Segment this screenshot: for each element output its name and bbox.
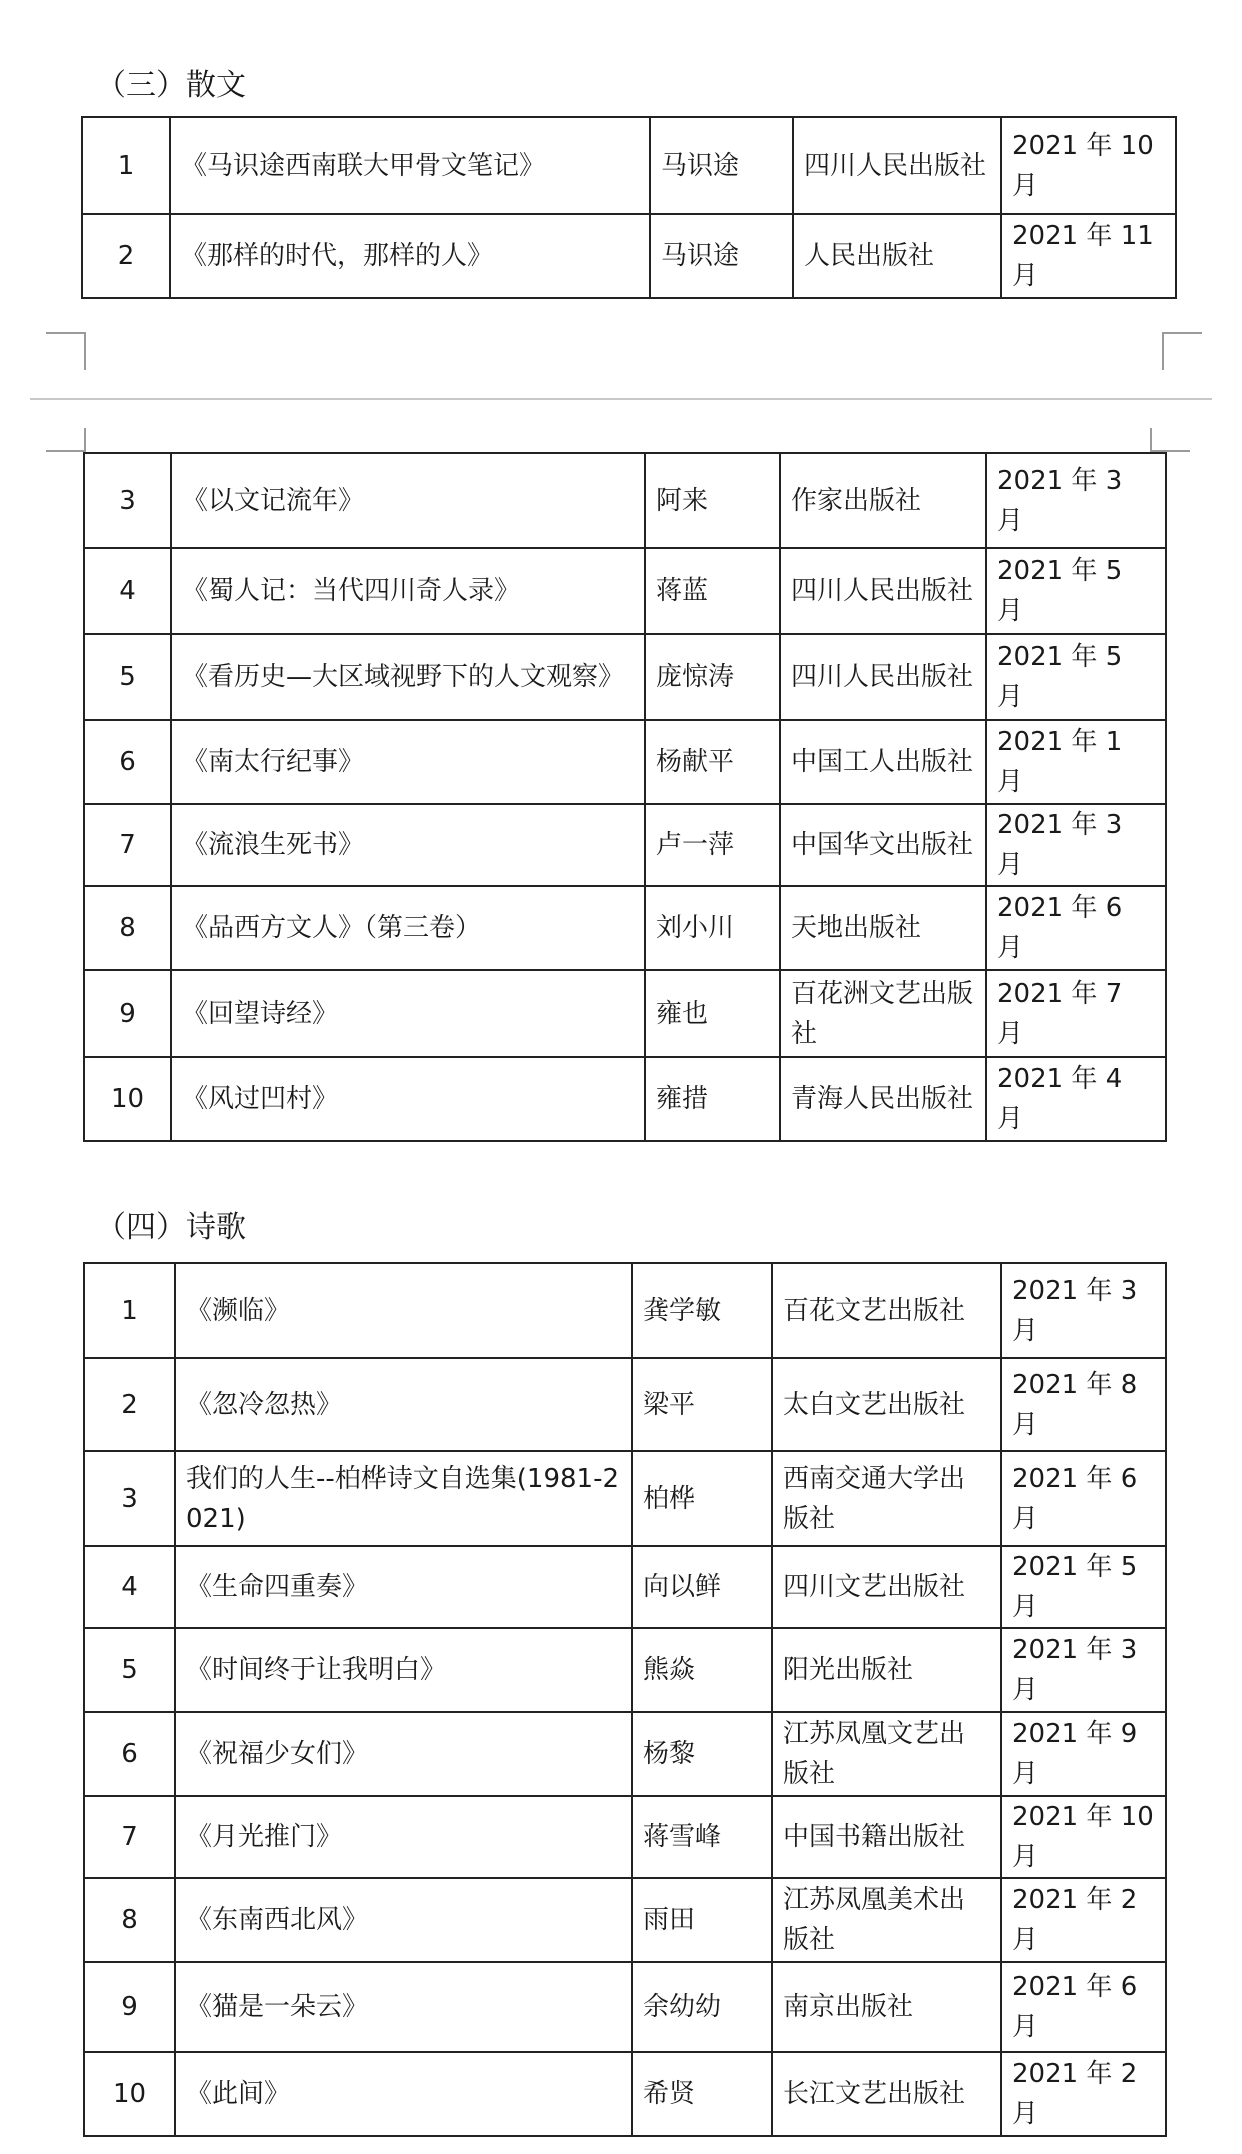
row-number: 1 (82, 117, 170, 214)
book-title: 《风过凹村》 (171, 1057, 645, 1141)
publish-date: 2021 年 2 月 (1001, 1878, 1166, 1962)
table-row (84, 1451, 1166, 1546)
page-corner-mark (1162, 332, 1202, 370)
book-publisher: 江苏凤凰文艺出版社 (772, 1712, 1001, 1796)
book-publisher: 四川人民出版社 (780, 634, 986, 720)
book-author: 蒋蓝 (645, 548, 780, 634)
book-publisher: 中国书籍出版社 (772, 1796, 1001, 1878)
table-row (84, 1712, 1166, 1796)
book-author: 熊焱 (632, 1628, 772, 1712)
row-number: 8 (84, 1878, 175, 1962)
poetry-table (83, 1262, 1167, 2137)
row-number: 10 (84, 2052, 175, 2136)
table-row (84, 1263, 1166, 1358)
publish-date: 2021 年 3 月 (1001, 1263, 1166, 1358)
publish-date: 2021 年 7 月 (986, 970, 1166, 1057)
publish-date: 2021 年 6 月 (986, 886, 1166, 970)
table-row (84, 1057, 1166, 1141)
book-title: 《忽冷忽热》 (175, 1358, 632, 1451)
book-title: 《祝福少女们》 (175, 1712, 632, 1796)
row-number: 6 (84, 1712, 175, 1796)
book-author: 阿来 (645, 453, 780, 548)
book-author: 雍也 (645, 970, 780, 1057)
book-publisher: 南京出版社 (772, 1962, 1001, 2052)
publish-date: 2021 年 3 月 (986, 804, 1166, 886)
book-author: 蒋雪峰 (632, 1796, 772, 1878)
book-publisher: 人民出版社 (793, 214, 1001, 298)
table-row (84, 453, 1166, 548)
publish-date: 2021 年 6 月 (1001, 1451, 1166, 1546)
publish-date: 2021 年 11 月 (1001, 214, 1176, 298)
book-author: 杨黎 (632, 1712, 772, 1796)
book-title: 《濒临》 (175, 1263, 632, 1358)
page-break-line (30, 398, 1212, 400)
book-author: 雨田 (632, 1878, 772, 1962)
book-title: 我们的人生--柏桦诗文自选集(1981-2021) (175, 1451, 632, 1546)
row-number: 2 (82, 214, 170, 298)
book-title: 《回望诗经》 (171, 970, 645, 1057)
book-publisher: 江苏凤凰美术出版社 (772, 1878, 1001, 1962)
book-title: 《猫是一朵云》 (175, 1962, 632, 2052)
book-author: 刘小川 (645, 886, 780, 970)
publish-date: 2021 年 2 月 (1001, 2052, 1166, 2136)
book-title: 《马识途西南联大甲骨文笔记》 (170, 117, 650, 214)
row-number: 3 (84, 453, 171, 548)
prose-table-page2 (83, 452, 1167, 1142)
book-author: 梁平 (632, 1358, 772, 1451)
book-author: 杨献平 (645, 720, 780, 804)
book-publisher: 百花文艺出版社 (772, 1263, 1001, 1358)
book-author: 柏桦 (632, 1451, 772, 1546)
book-author: 卢一萍 (645, 804, 780, 886)
publish-date: 2021 年 3 月 (986, 453, 1166, 548)
book-publisher: 阳光出版社 (772, 1628, 1001, 1712)
row-number: 5 (84, 634, 171, 720)
book-title: 《蜀人记：当代四川奇人录》 (171, 548, 645, 634)
book-title: 《那样的时代，那样的人》 (170, 214, 650, 298)
page-corner-mark (46, 428, 86, 452)
section-heading-poetry: （四）诗歌 (96, 1210, 246, 1245)
book-title: 《南太行纪事》 (171, 720, 645, 804)
table-row (84, 970, 1166, 1057)
row-number: 5 (84, 1628, 175, 1712)
publish-date: 2021 年 4 月 (986, 1057, 1166, 1141)
table-row (84, 804, 1166, 886)
book-title: 《以文记流年》 (171, 453, 645, 548)
book-title: 《品西方文人》（第三卷） (171, 886, 645, 970)
row-number: 8 (84, 886, 171, 970)
prose-table-page1 (81, 116, 1177, 299)
row-number: 9 (84, 970, 171, 1057)
book-publisher: 四川文艺出版社 (772, 1546, 1001, 1628)
book-author: 马识途 (650, 117, 793, 214)
book-author: 马识途 (650, 214, 793, 298)
row-number: 7 (84, 1796, 175, 1878)
book-publisher: 青海人民出版社 (780, 1057, 986, 1141)
table-row (82, 117, 1176, 214)
book-title: 《月光推门》 (175, 1796, 632, 1878)
table-row (84, 720, 1166, 804)
book-title: 《东南西北风》 (175, 1878, 632, 1962)
table-row (84, 1546, 1166, 1628)
row-number: 6 (84, 720, 171, 804)
publish-date: 2021 年 10 月 (1001, 1796, 1166, 1878)
table-row (84, 1962, 1166, 2052)
book-publisher: 天地出版社 (780, 886, 986, 970)
book-author: 向以鲜 (632, 1546, 772, 1628)
row-number: 4 (84, 548, 171, 634)
book-title: 《看历史—大区域视野下的人文观察》 (171, 634, 645, 720)
publish-date: 2021 年 9 月 (1001, 1712, 1166, 1796)
table-row (84, 886, 1166, 970)
publish-date: 2021 年 10 月 (1001, 117, 1176, 214)
book-author: 雍措 (645, 1057, 780, 1141)
publish-date: 2021 年 8 月 (1001, 1358, 1166, 1451)
book-publisher: 四川人民出版社 (793, 117, 1001, 214)
book-publisher: 四川人民出版社 (780, 548, 986, 634)
table-row (84, 548, 1166, 634)
publish-date: 2021 年 6 月 (1001, 1962, 1166, 2052)
publish-date: 2021 年 3 月 (1001, 1628, 1166, 1712)
row-number: 9 (84, 1962, 175, 2052)
section-heading-prose: （三）散文 (96, 68, 246, 103)
book-publisher: 中国华文出版社 (780, 804, 986, 886)
publish-date: 2021 年 5 月 (986, 548, 1166, 634)
table-row (84, 2052, 1166, 2136)
table-row (82, 214, 1176, 298)
book-title: 《时间终于让我明白》 (175, 1628, 632, 1712)
table-row (84, 634, 1166, 720)
row-number: 10 (84, 1057, 171, 1141)
row-number: 3 (84, 1451, 175, 1546)
book-author: 龚学敏 (632, 1263, 772, 1358)
book-author: 余幼幼 (632, 1962, 772, 2052)
page-corner-mark (1150, 428, 1190, 452)
book-publisher: 太白文艺出版社 (772, 1358, 1001, 1451)
row-number: 1 (84, 1263, 175, 1358)
book-publisher: 百花洲文艺出版社 (780, 970, 986, 1057)
book-title: 《流浪生死书》 (171, 804, 645, 886)
publish-date: 2021 年 5 月 (986, 634, 1166, 720)
book-author: 希贤 (632, 2052, 772, 2136)
row-number: 4 (84, 1546, 175, 1628)
row-number: 7 (84, 804, 171, 886)
table-row (84, 1358, 1166, 1451)
book-title: 《生命四重奏》 (175, 1546, 632, 1628)
row-number: 2 (84, 1358, 175, 1451)
book-author: 庞惊涛 (645, 634, 780, 720)
page-corner-mark (46, 332, 86, 370)
book-publisher: 中国工人出版社 (780, 720, 986, 804)
book-title: 《此间》 (175, 2052, 632, 2136)
table-row (84, 1628, 1166, 1712)
publish-date: 2021 年 1 月 (986, 720, 1166, 804)
publish-date: 2021 年 5 月 (1001, 1546, 1166, 1628)
table-row (84, 1796, 1166, 1878)
table-row (84, 1878, 1166, 1962)
book-publisher: 西南交通大学出版社 (772, 1451, 1001, 1546)
book-publisher: 长江文艺出版社 (772, 2052, 1001, 2136)
book-publisher: 作家出版社 (780, 453, 986, 548)
